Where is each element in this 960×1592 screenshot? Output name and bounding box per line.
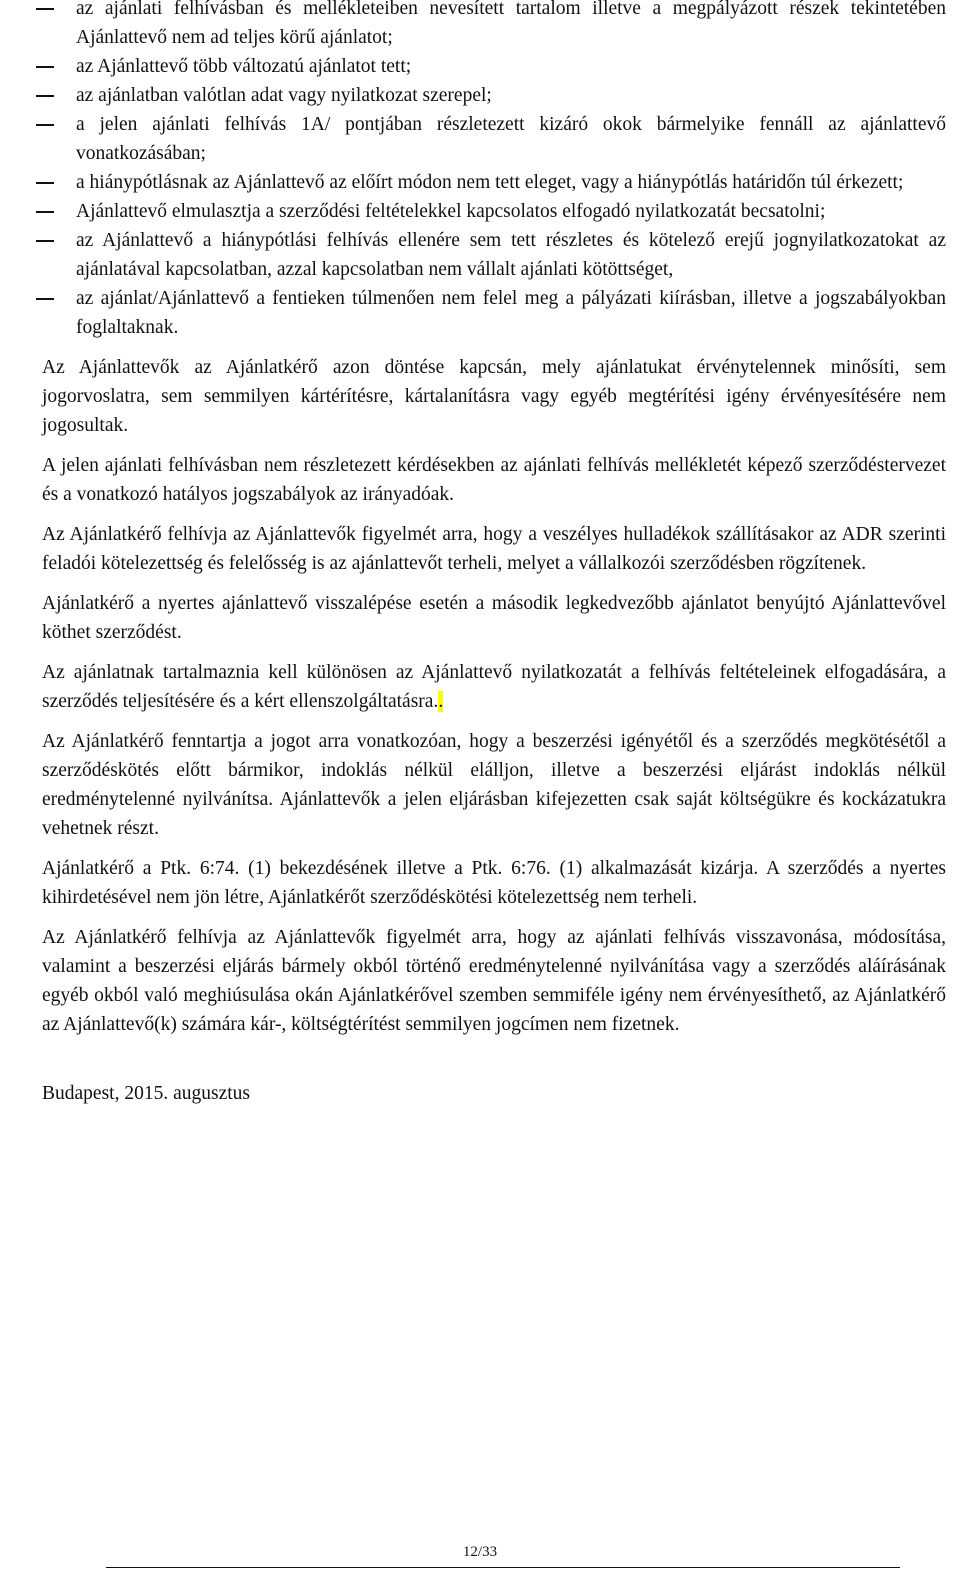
paragraph-hazardous-waste: Az Ajánlatkérő felhívja az Ajánlattevők figyelmét arra, hogy a veszélyes hulladékok szállításakor az ADR szerinti feladói kötelezettség és felelősség is az ajánlattevőt terheli, melyet a vállalkozói szerződésben rögzítenek. <box>42 524 946 574</box>
paragraph-reservation-of-rights: Az Ajánlatkérő fenntartja a jogot arra vonatkozóan, hogy a beszerzési igényétől és a szerződés megkötésétől a szerződéskötés előtt bármikor, indoklás nélkül elálljon, illetve a beszerzési eljárást indoklás nélkül eredménytelenné nyilvánítsa. Ajánlattevők a jelen eljárásban kifejezetten csak saját költségükre és kockázatukra vehetnek részt. <box>42 731 946 839</box>
list-item: a hiánypótlásnak az Ajánlattevő az előírt módon nem tett eleget, vagy a hiánypótlás határidőn túl érkezett; <box>42 168 946 197</box>
footer-rule <box>106 1567 900 1568</box>
bid-contents-text: Az ajánlatnak tartalmaznia kell különösen az Ajánlattevő nyilatkozatát a felhívás feltételeinek elfogadására, a szerződés teljesítésére és a kért ellenszolgáltatásra. <box>42 662 946 712</box>
paragraph-governing-rules: A jelen ajánlati felhívásban nem részletezett kérdésekben az ajánlati felhívás mellékletét képező szerződéstervezet és a vonatkozó hatályos jogszabályok az irányadóak. <box>42 455 946 505</box>
page-number: 12/33 <box>462 1544 498 1560</box>
paragraph-second-best-bid: Ajánlatkérő a nyertes ajánlattevő visszalépése esetén a második legkedvezőbb ajánlatot benyújtó Ajánlattevővel köthet szerződést. <box>42 593 946 643</box>
list-item: a jelen ajánlati felhívás 1A/ pontjában részletezett kizáró okok bármelyike fennáll az ajánlattevő vonatkozásában; <box>42 110 946 168</box>
condition-list <box>42 0 946 342</box>
highlighted-period: . <box>438 691 444 712</box>
list-item: az Ajánlattevő a hiánypótlási felhívás ellenére sem tett részletes és kötelező erejű jognyilatkozatokat az ajánlatával kapcsolatban, azzal kapcsolatban nem vállalt ajánlati kötöttséget, <box>42 226 946 284</box>
list-item: Ajánlattevő elmulasztja a szerződési feltételekkel kapcsolatos elfogadó nyilatkozatát becsatolni; <box>42 197 946 226</box>
paragraph-no-claims: Az Ajánlatkérő felhívja az Ajánlattevők figyelmét arra, hogy az ajánlati felhívás visszavonása, módosítása, valamint a beszerzési eljárás bármely okból történő eredménytelenné nyilvánítása vagy a szerződés aláírásának egyéb okból való meghiúsulása okán Ajánlatkérővel szemben semmiféle igény nem érvényesíthető, az Ajánlatkérő az Ajánlattevő(k) számára kár-, költségtérítést semmilyen jogcímen nem fizetnek. <box>42 927 946 1035</box>
place-and-date: Budapest, 2015. augusztus <box>42 1083 250 1104</box>
spacer <box>42 1039 946 1068</box>
list-item: az ajánlat/Ajánlattevő a fentieken túlmenően nem felel meg a pályázati kiírásban, illetve a jogszabályokban foglaltaknak. <box>42 284 946 342</box>
list-item: az ajánlati felhívásban és mellékleteiben nevesített tartalom illetve a megpályázott részek tekintetében Ajánlattevő nem ad teljes körű ajánlatot; <box>42 0 946 52</box>
list-item: az ajánlatban valótlan adat vagy nyilatkozat szerepel; <box>42 81 946 110</box>
paragraph-invalid-bids: Az Ajánlattevők az Ajánlatkérő azon döntése kapcsán, mely ajánlatukat érvénytelennek minősíti, sem jogorvoslatra, sem semmilyen kártérítésre, kártalanításra vagy egyéb megtérítési igény érvényesítésére nem jogosultak. <box>42 357 946 436</box>
paragraph-civil-code: Ajánlatkérő a Ptk. 6:74. (1) bekezdésének illetve a Ptk. 6:76. (1) alkalmazását kizárja. A szerződés a nyertes kihirdetésével nem jön létre, Ajánlatkérőt szerződéskötési kötelezettség nem terheli. <box>42 858 946 908</box>
page-footer <box>0 1544 960 1561</box>
list-item: az Ajánlattevő több változatú ajánlatot tett; <box>42 52 946 81</box>
paragraph-bid-contents <box>42 658 946 716</box>
